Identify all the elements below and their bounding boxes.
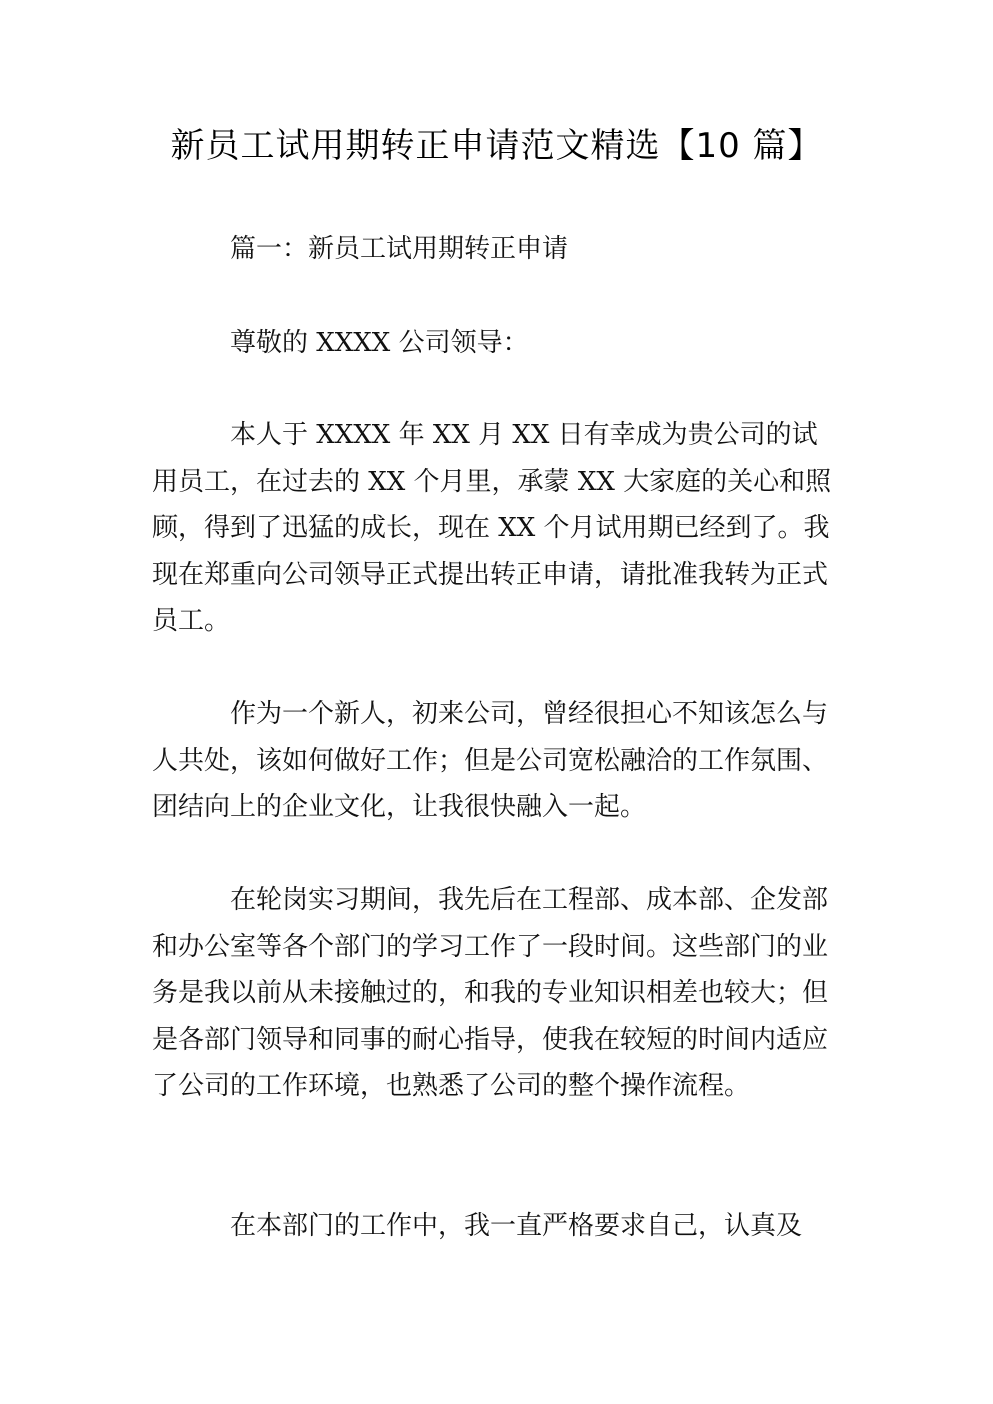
body-paragraph: 在本部门的工作中，我一直严格要求自己，认真及 (230, 1211, 803, 1241)
body-paragraph: 作为一个新人，初来公司，曾经很担心不知该怎么与人共处，该如何做好工作；但是公司宽松融洽的工作氛围、团结向上的企业文化，让我很快融入一起。 (152, 699, 829, 822)
body-paragraph: 本人于 XXXX 年 XX 月 XX 日有幸成为贵公司的试用员工，在过去的 XX 个月里，承蒙 XX 大家庭的关心和照顾，得到了迅猛的成长，现在 XX 个月试用期已经到了。我现在郑重向公司领导正式提出转正申请，请批准我转为正式员工。 (152, 420, 832, 636)
document-title: 新员工试用期转正申请范文精选【10 篇】 (170, 126, 823, 166)
body-paragraph: 在轮岗实习期间，我先后在工程部、成本部、企发部和办公室等各个部门的学习工作了一段时间。这些部门的业务是我以前从未接触过的，和我的专业知识相差也较大；但是各部门领导和同事的耐心指导，使我在较短的时间内适应了公司的工作环境，也熟悉了公司的整个操作流程。 (152, 885, 829, 1101)
salutation: 尊敬的 XXXX 公司领导： (230, 328, 529, 358)
section-heading: 篇一：新员工试用期转正申请 (230, 234, 569, 264)
